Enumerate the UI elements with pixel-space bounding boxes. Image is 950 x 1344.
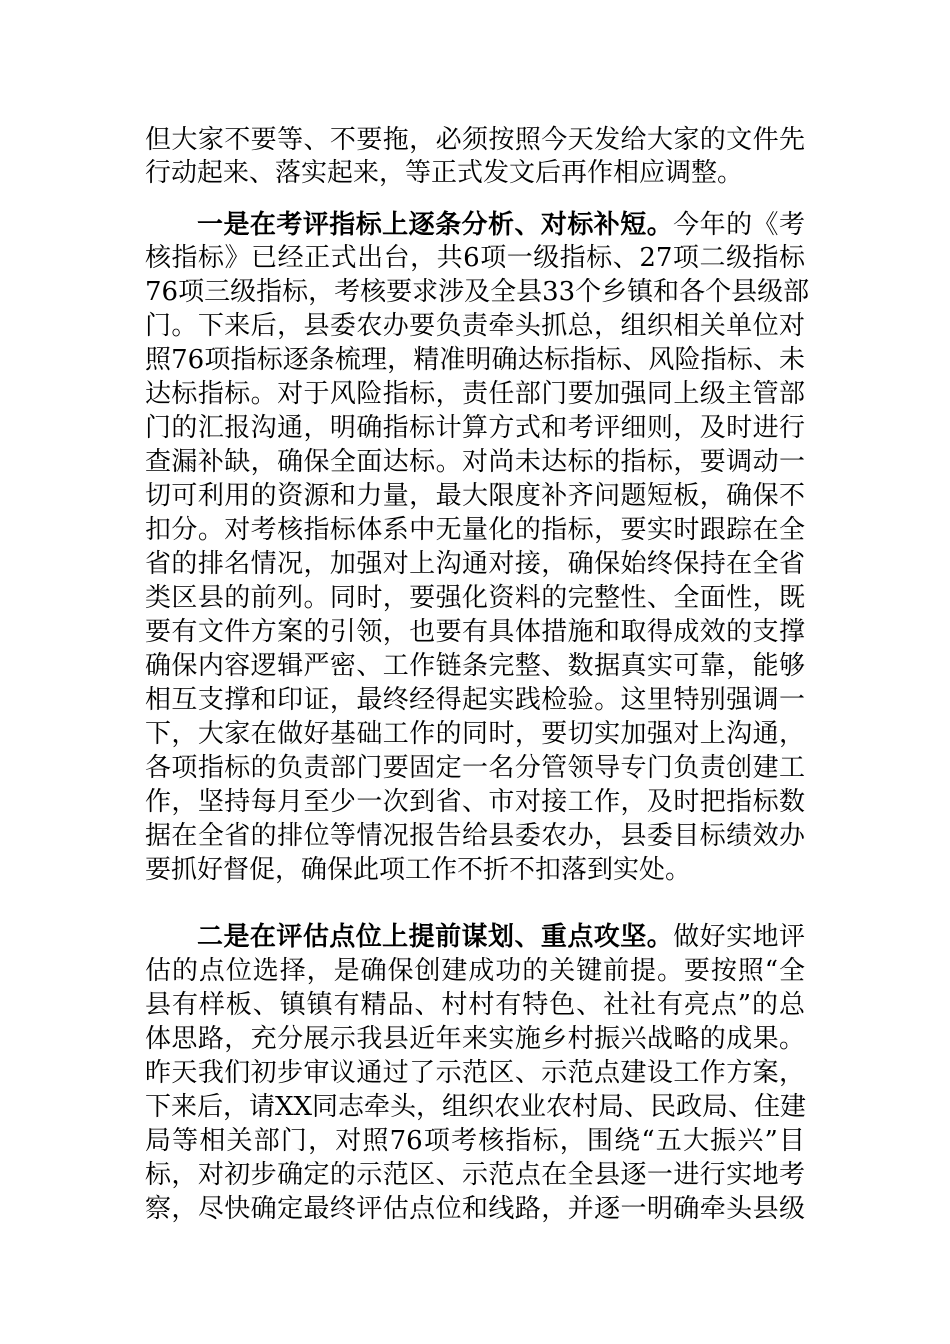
paragraph-1-line-20: 要抓好督促，确保此项工作不折不扣落到实处。 [145, 855, 692, 885]
paragraph-1-line-5: 照76项指标逐条梳理，精准明确达标指标、风险指标、未 [145, 345, 805, 375]
paragraph-1-line-10: 扣分。对考核指标体系中无量化的指标，要实时跟踪在全 [145, 515, 805, 545]
paragraph-1-line-7: 门的汇报沟通，明确指标计算方式和考评细则，及时进行 [145, 413, 805, 443]
paragraph-1-line-11: 省的排名情况，加强对上沟通对接，确保始终保持在全省 [145, 549, 805, 579]
paragraph-1-lead: 一是在考评指标上逐条分析、对标补短。 [197, 210, 674, 240]
paragraph-2-first-rest: 做好实地评 [673, 922, 805, 952]
paragraph-2-line-4: 体思路，充分展示我县近年来实施乡村振兴战略的成果。 [145, 1024, 805, 1054]
paragraph-0-line-1: 但大家不要等、不要拖，必须按照今天发给大家的文件先 [145, 125, 805, 155]
paragraph-1-line-18: 作，坚持每月至少一次到省、市对接工作，及时把指标数 [145, 787, 805, 817]
paragraph-2-lead: 二是在评估点位上提前谋划、重点攻坚。 [197, 922, 674, 952]
paragraph-1-line-14: 确保内容逻辑严密、工作链条完整、数据真实可靠，能够 [145, 651, 805, 681]
paragraph-2-line-7: 局等相关部门，对照76项考核指标，围绕“五大振兴”目 [145, 1126, 805, 1156]
paragraph-1-first-rest: 今年的《考 [673, 210, 805, 240]
paragraph-1-line-6: 达标指标。对于风险指标，责任部门要加强同上级主管部 [145, 379, 805, 409]
paragraph-0-line-2: 行动起来、落实起来，等正式发文后再作相应调整。 [145, 158, 744, 188]
paragraph-1-line-4: 门。下来后，县委农办要负责牵头抓总，组织相关单位对 [145, 311, 805, 341]
paragraph-2-line-5: 昨天我们初步审议通过了示范区、示范点建设工作方案， [145, 1058, 805, 1088]
paragraph-2-line-9: 察，尽快确定最终评估点位和线路，并逐一明确牵头县级 [145, 1194, 805, 1224]
paragraph-1-line-17: 各项指标的负责部门要固定一名分管领导专门负责创建工 [145, 753, 805, 783]
paragraph-2-line-2: 估的点位选择，是确保创建成功的关键前提。要按照“全 [145, 956, 805, 986]
paragraph-1-line-2: 核指标》已经正式出台，共6项一级指标、27项二级指标 [145, 243, 805, 273]
paragraph-1-line-3: 76项三级指标，考核要求涉及全县33个乡镇和各个县级部 [145, 277, 810, 307]
paragraph-1-line-16: 下，大家在做好基础工作的同时，要切实加强对上沟通， [145, 719, 805, 749]
paragraph-2-line-6: 下来后，请XX同志牵头，组织农业农村局、民政局、住建 [145, 1092, 807, 1122]
paragraph-1-line-13: 要有文件方案的引领，也要有具体措施和取得成效的支撑 [145, 617, 805, 647]
paragraph-1-line-12: 类区县的前列。同时，要强化资料的完整性、全面性，既 [145, 583, 805, 613]
paragraph-1-line-15: 相互支撑和印证，最终经得起实践检验。这里特别强调一 [145, 685, 805, 715]
paragraph-2-line-3: 县有样板、镇镇有精品、村村有特色、社社有亮点”的总 [145, 990, 805, 1020]
paragraph-1-line-19: 据在全省的排位等情况报告给县委农办，县委目标绩效办 [145, 821, 805, 851]
paragraph-1-line-8: 查漏补缺，确保全面达标。对尚未达标的指标，要调动一 [145, 447, 805, 477]
paragraph-2-line-8: 标，对初步确定的示范区、示范点在全县逐一进行实地考 [145, 1160, 805, 1190]
paragraph-1-line-9: 切可利用的资源和力量，最大限度补齐问题短板，确保不 [145, 481, 805, 511]
